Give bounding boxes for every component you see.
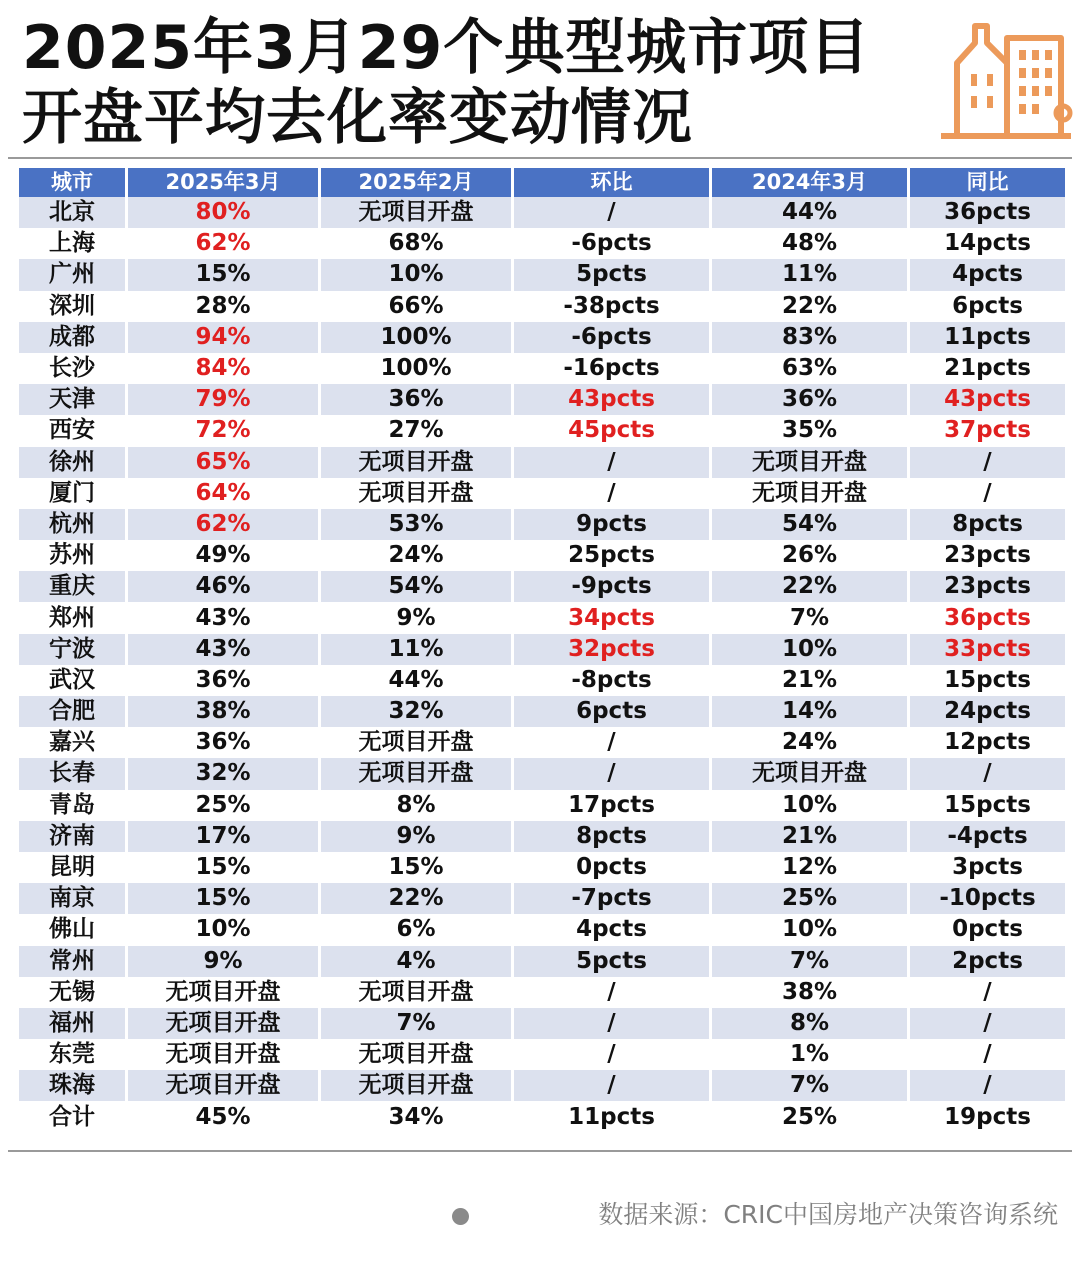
- value-cell: -4pcts: [910, 821, 1065, 852]
- value-cell: 27%: [321, 415, 511, 446]
- value-cell: 37pcts: [910, 415, 1065, 446]
- column-header: 2025年3月: [128, 168, 318, 197]
- table-row: [19, 509, 1065, 540]
- value-cell: 25%: [712, 1101, 907, 1132]
- value-cell: 无项目开盘: [128, 1039, 318, 1070]
- value-cell: 44%: [712, 197, 907, 228]
- value-cell: 83%: [712, 322, 907, 353]
- value-cell: -9pcts: [514, 571, 709, 602]
- table-row: [19, 384, 1065, 415]
- page-title-line-2: 开盘平均去化率变动情况: [22, 83, 693, 153]
- value-cell: 15%: [128, 852, 318, 883]
- value-cell: -8pcts: [514, 665, 709, 696]
- value-cell: 35%: [712, 415, 907, 446]
- value-cell: 36pcts: [910, 197, 1065, 228]
- value-cell: 8%: [712, 1008, 907, 1039]
- value-cell: /: [910, 758, 1065, 789]
- value-cell: 28%: [128, 291, 318, 322]
- top-divider: [8, 157, 1072, 159]
- value-cell: -38pcts: [514, 291, 709, 322]
- value-cell: 46%: [128, 571, 318, 602]
- table-row: [19, 1039, 1065, 1070]
- city-cell: 成都: [19, 322, 125, 353]
- city-cell: 徐州: [19, 447, 125, 478]
- value-cell: 100%: [321, 353, 511, 384]
- value-cell: -6pcts: [514, 228, 709, 259]
- value-cell: 5pcts: [514, 946, 709, 977]
- value-cell: 7%: [712, 602, 907, 633]
- city-cell: 常州: [19, 946, 125, 977]
- value-cell: 25%: [712, 883, 907, 914]
- value-cell: 62%: [128, 509, 318, 540]
- value-cell: 无项目开盘: [128, 1008, 318, 1039]
- city-cell: 青岛: [19, 790, 125, 821]
- value-cell: /: [514, 1070, 709, 1101]
- value-cell: -10pcts: [910, 883, 1065, 914]
- column-header: 城市: [19, 168, 125, 197]
- value-cell: /: [514, 758, 709, 789]
- value-cell: -16pcts: [514, 353, 709, 384]
- city-cell: 珠海: [19, 1070, 125, 1101]
- value-cell: 26%: [712, 540, 907, 571]
- value-cell: 21%: [712, 821, 907, 852]
- value-cell: /: [910, 1008, 1065, 1039]
- value-cell: 22%: [712, 571, 907, 602]
- value-cell: 4%: [321, 946, 511, 977]
- table-row: [19, 946, 1065, 977]
- value-cell: 33pcts: [910, 634, 1065, 665]
- value-cell: /: [514, 447, 709, 478]
- column-header: 2025年2月: [321, 168, 511, 197]
- value-cell: 2pcts: [910, 946, 1065, 977]
- value-cell: 无项目开盘: [321, 478, 511, 509]
- table-row: [19, 758, 1065, 789]
- value-cell: 9%: [321, 821, 511, 852]
- table-row: [19, 353, 1065, 384]
- value-cell: 24%: [712, 727, 907, 758]
- column-header: 2024年3月: [712, 168, 907, 197]
- value-cell: 80%: [128, 197, 318, 228]
- value-cell: 19pcts: [910, 1101, 1065, 1132]
- city-cell: 长春: [19, 758, 125, 789]
- value-cell: 5pcts: [514, 259, 709, 290]
- value-cell: 15%: [128, 259, 318, 290]
- value-cell: 43%: [128, 634, 318, 665]
- value-cell: 无项目开盘: [712, 758, 907, 789]
- value-cell: 8pcts: [910, 509, 1065, 540]
- value-cell: 无项目开盘: [321, 1039, 511, 1070]
- value-cell: 11%: [712, 259, 907, 290]
- value-cell: 38%: [712, 977, 907, 1008]
- value-cell: 无项目开盘: [321, 197, 511, 228]
- value-cell: 22%: [712, 291, 907, 322]
- value-cell: /: [910, 1070, 1065, 1101]
- value-cell: 无项目开盘: [321, 977, 511, 1008]
- value-cell: /: [514, 197, 709, 228]
- value-cell: 3pcts: [910, 852, 1065, 883]
- page-title-line-1: 2025年3月29个典型城市项目: [22, 13, 871, 83]
- value-cell: 8%: [321, 790, 511, 821]
- city-cell: 深圳: [19, 291, 125, 322]
- value-cell: 36%: [712, 384, 907, 415]
- value-cell: 无项目开盘: [321, 727, 511, 758]
- value-cell: 无项目开盘: [128, 977, 318, 1008]
- column-header: 环比: [514, 168, 709, 197]
- table-row: [19, 602, 1065, 633]
- bullet-dot-icon: [452, 1208, 469, 1225]
- value-cell: 79%: [128, 384, 318, 415]
- value-cell: 15pcts: [910, 790, 1065, 821]
- value-cell: 17pcts: [514, 790, 709, 821]
- value-cell: 94%: [128, 322, 318, 353]
- value-cell: 44%: [321, 665, 511, 696]
- value-cell: 无项目开盘: [321, 447, 511, 478]
- table-row: [19, 790, 1065, 821]
- value-cell: 14%: [712, 696, 907, 727]
- value-cell: 15%: [321, 852, 511, 883]
- value-cell: /: [514, 727, 709, 758]
- value-cell: 84%: [128, 353, 318, 384]
- value-cell: 15pcts: [910, 665, 1065, 696]
- value-cell: 72%: [128, 415, 318, 446]
- value-cell: /: [514, 1039, 709, 1070]
- value-cell: /: [514, 1008, 709, 1039]
- value-cell: 34%: [321, 1101, 511, 1132]
- table-row: [19, 665, 1065, 696]
- value-cell: 无项目开盘: [712, 447, 907, 478]
- city-cell: 昆明: [19, 852, 125, 883]
- table-row: [19, 447, 1065, 478]
- city-cell: 宁波: [19, 634, 125, 665]
- table-row: [19, 821, 1065, 852]
- table-row: [19, 852, 1065, 883]
- value-cell: /: [910, 478, 1065, 509]
- city-cell: 福州: [19, 1008, 125, 1039]
- value-cell: 54%: [712, 509, 907, 540]
- city-cell: 北京: [19, 197, 125, 228]
- table-row: [19, 228, 1065, 259]
- table-body: [19, 197, 1065, 1133]
- table-row: [19, 322, 1065, 353]
- city-cell: 广州: [19, 259, 125, 290]
- value-cell: 10%: [321, 259, 511, 290]
- value-cell: 10%: [128, 914, 318, 945]
- table-row: [19, 977, 1065, 1008]
- table-row: [19, 914, 1065, 945]
- value-cell: 66%: [321, 291, 511, 322]
- value-cell: 9%: [128, 946, 318, 977]
- table-row: [19, 415, 1065, 446]
- table-row: [19, 883, 1065, 914]
- city-cell: 苏州: [19, 540, 125, 571]
- city-cell: 济南: [19, 821, 125, 852]
- table-row: [19, 634, 1065, 665]
- city-cell: 重庆: [19, 571, 125, 602]
- value-cell: 6pcts: [514, 696, 709, 727]
- value-cell: 24%: [321, 540, 511, 571]
- value-cell: 10%: [712, 634, 907, 665]
- value-cell: /: [910, 977, 1065, 1008]
- value-cell: 12%: [712, 852, 907, 883]
- value-cell: 9pcts: [514, 509, 709, 540]
- value-cell: 45pcts: [514, 415, 709, 446]
- value-cell: 22%: [321, 883, 511, 914]
- value-cell: 11pcts: [910, 322, 1065, 353]
- value-cell: /: [910, 447, 1065, 478]
- table-header-row: [19, 168, 1065, 197]
- table-row: [19, 478, 1065, 509]
- column-header: 同比: [910, 168, 1065, 197]
- value-cell: 36%: [128, 665, 318, 696]
- value-cell: 36%: [128, 727, 318, 758]
- value-cell: /: [514, 478, 709, 509]
- city-buildings-icon: [935, 8, 1075, 143]
- value-cell: 11%: [321, 634, 511, 665]
- value-cell: 45%: [128, 1101, 318, 1132]
- value-cell: 无项目开盘: [321, 758, 511, 789]
- value-cell: -7pcts: [514, 883, 709, 914]
- value-cell: 36pcts: [910, 602, 1065, 633]
- value-cell: 64%: [128, 478, 318, 509]
- value-cell: 49%: [128, 540, 318, 571]
- value-cell: 23pcts: [910, 540, 1065, 571]
- value-cell: 4pcts: [514, 914, 709, 945]
- value-cell: 68%: [321, 228, 511, 259]
- value-cell: 1%: [712, 1039, 907, 1070]
- value-cell: 21pcts: [910, 353, 1065, 384]
- table-row: [19, 571, 1065, 602]
- value-cell: 0pcts: [514, 852, 709, 883]
- city-cell: 西安: [19, 415, 125, 446]
- value-cell: 23pcts: [910, 571, 1065, 602]
- value-cell: 38%: [128, 696, 318, 727]
- value-cell: 6%: [321, 914, 511, 945]
- value-cell: 43pcts: [514, 384, 709, 415]
- value-cell: 7%: [712, 946, 907, 977]
- table-row: [19, 727, 1065, 758]
- data-source-note: 数据来源：CRIC中国房地产决策咨询系统: [598, 1200, 1058, 1229]
- city-cell: 郑州: [19, 602, 125, 633]
- city-cell: 杭州: [19, 509, 125, 540]
- value-cell: 34pcts: [514, 602, 709, 633]
- value-cell: 6pcts: [910, 291, 1065, 322]
- table-row: [19, 540, 1065, 571]
- value-cell: 14pcts: [910, 228, 1065, 259]
- value-cell: 21%: [712, 665, 907, 696]
- table-row: [19, 1101, 1065, 1132]
- value-cell: 11pcts: [514, 1101, 709, 1132]
- value-cell: 无项目开盘: [712, 478, 907, 509]
- value-cell: 24pcts: [910, 696, 1065, 727]
- absorption-rate-table: [16, 168, 1068, 1133]
- value-cell: 17%: [128, 821, 318, 852]
- value-cell: 53%: [321, 509, 511, 540]
- value-cell: 54%: [321, 571, 511, 602]
- city-cell: 嘉兴: [19, 727, 125, 758]
- value-cell: 0pcts: [910, 914, 1065, 945]
- value-cell: 25pcts: [514, 540, 709, 571]
- table-row: [19, 259, 1065, 290]
- value-cell: 43%: [128, 602, 318, 633]
- value-cell: -6pcts: [514, 322, 709, 353]
- value-cell: 无项目开盘: [128, 1070, 318, 1101]
- value-cell: 65%: [128, 447, 318, 478]
- city-cell: 无锡: [19, 977, 125, 1008]
- city-cell: 东莞: [19, 1039, 125, 1070]
- city-cell: 长沙: [19, 353, 125, 384]
- city-cell: 佛山: [19, 914, 125, 945]
- header: [0, 0, 1080, 160]
- value-cell: 12pcts: [910, 727, 1065, 758]
- value-cell: /: [514, 977, 709, 1008]
- value-cell: 32%: [128, 758, 318, 789]
- city-cell: 天津: [19, 384, 125, 415]
- value-cell: 32pcts: [514, 634, 709, 665]
- value-cell: 7%: [712, 1070, 907, 1101]
- value-cell: 无项目开盘: [321, 1070, 511, 1101]
- bottom-divider: [8, 1150, 1072, 1152]
- city-cell: 厦门: [19, 478, 125, 509]
- value-cell: 7%: [321, 1008, 511, 1039]
- value-cell: 100%: [321, 322, 511, 353]
- city-cell: 合肥: [19, 696, 125, 727]
- table-row: [19, 291, 1065, 322]
- value-cell: 43pcts: [910, 384, 1065, 415]
- value-cell: 48%: [712, 228, 907, 259]
- table-row: [19, 1070, 1065, 1101]
- value-cell: 9%: [321, 602, 511, 633]
- value-cell: 63%: [712, 353, 907, 384]
- value-cell: 32%: [321, 696, 511, 727]
- city-cell: 武汉: [19, 665, 125, 696]
- city-cell: 南京: [19, 883, 125, 914]
- value-cell: 36%: [321, 384, 511, 415]
- value-cell: 4pcts: [910, 259, 1065, 290]
- table-row: [19, 1008, 1065, 1039]
- table-row: [19, 696, 1065, 727]
- value-cell: /: [910, 1039, 1065, 1070]
- value-cell: 62%: [128, 228, 318, 259]
- city-cell: 上海: [19, 228, 125, 259]
- city-cell: 合计: [19, 1101, 125, 1132]
- table-row: [19, 197, 1065, 228]
- value-cell: 10%: [712, 914, 907, 945]
- value-cell: 15%: [128, 883, 318, 914]
- value-cell: 25%: [128, 790, 318, 821]
- value-cell: 10%: [712, 790, 907, 821]
- value-cell: 8pcts: [514, 821, 709, 852]
